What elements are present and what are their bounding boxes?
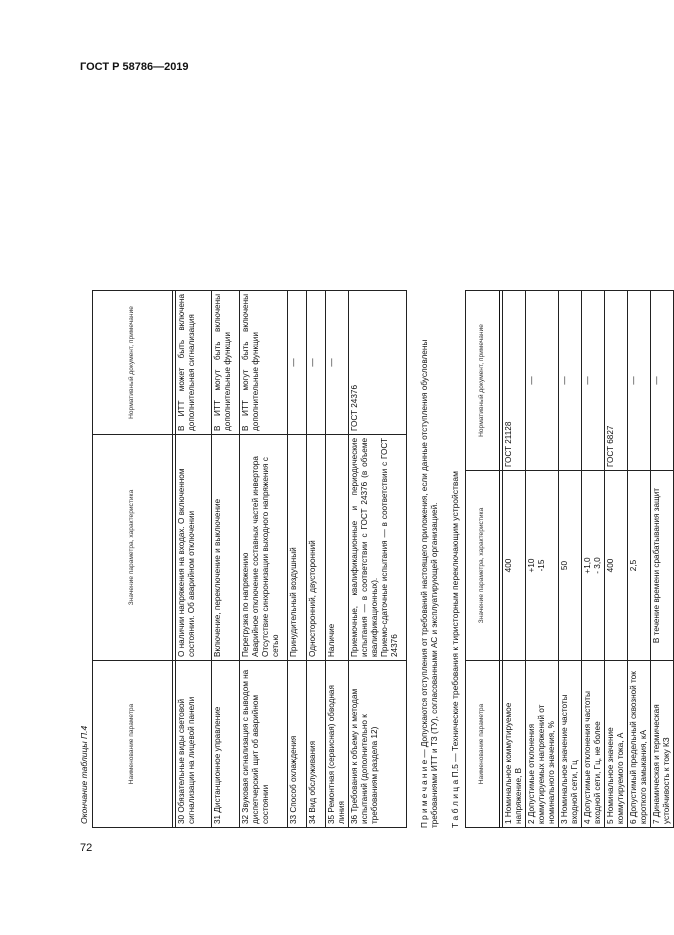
table-row	[628, 291, 651, 828]
table-row	[307, 291, 326, 828]
row-note: ГОСТ 21128	[503, 291, 526, 471]
table-4-footnote: П р и м е ч а н и е — Допускаются отступления от требований настоящего приложения, если данные отступления обусловлены требованиями ИТТ и ТЗ (ТУ), согласованными АС и эксплуатирующей организацией.	[420, 339, 439, 828]
table-4-col-value: Значение параметра, характеристика	[93, 435, 173, 661]
row-value: 400	[503, 471, 526, 661]
row-note: В ИТТ может быть включена дополнительная сигнализация	[176, 291, 212, 435]
table-row	[559, 291, 582, 828]
table-4	[92, 290, 407, 828]
row-note: —	[307, 291, 326, 435]
row-name: 2 Допустимые отклонения коммутируемых напряжений от номинального значения, %	[526, 661, 559, 828]
row-value: Односторонний, двусторонний	[307, 435, 326, 661]
row-name: 5 Номинальное значение коммутируемого тока, А	[605, 661, 628, 828]
table-row	[605, 291, 628, 828]
rotated-page-content	[75, 288, 671, 828]
row-value: Наличие	[326, 435, 349, 661]
table-4-caption: Окончание таблицы П.4	[79, 725, 89, 824]
row-name: 1 Номинальное коммутируемое напряжение, В	[503, 661, 526, 828]
row-value: В течение времени срабатывания защит	[651, 471, 674, 661]
row-value: Перегрузка по напряжению Аварийное отключение составных частей инвертора Отсутствие синхронизации выходного напряжения с сетью	[240, 435, 288, 661]
table-row	[651, 291, 674, 828]
row-name: 32 Звуковая сигнализация с выводом на диспетчерский щит об аварийном состоянии	[240, 661, 288, 828]
row-note: —	[628, 291, 651, 471]
row-note: ГОСТ 6827	[605, 291, 628, 471]
row-name: 3 Номинальное значение частоты входной сети, Гц	[559, 661, 582, 828]
row-value: Включение, переключение и выключение	[212, 435, 240, 661]
table-row	[349, 291, 407, 828]
table-row	[582, 291, 605, 828]
table-row	[176, 291, 212, 828]
row-name: 30 Обязательные виды световой сигнализации на лицевой панели	[176, 661, 212, 828]
row-name: 35 Ремонтная (сервисная) обводная линия	[326, 661, 349, 828]
table-row	[288, 291, 307, 828]
row-note: ГОСТ 24376	[349, 291, 407, 435]
row-name: 36 Требования к объему и методам испытаний (дополнительно к требованиям раздела 12)	[349, 661, 407, 828]
row-note: —	[651, 291, 674, 471]
page-number: 72	[80, 842, 93, 854]
row-value: +10 -15	[526, 471, 559, 661]
table-row	[212, 291, 240, 828]
row-value: 50	[559, 471, 582, 661]
table-row	[503, 291, 526, 828]
table-5-col-value: Значение параметра, характеристика	[466, 471, 500, 661]
row-note: В ИТТ могут быть включены дополнительные функции	[240, 291, 288, 435]
row-note: —	[288, 291, 307, 435]
row-value: 400	[605, 471, 628, 661]
row-note: —	[526, 291, 559, 471]
table-5-rows	[499, 290, 674, 828]
table-row	[326, 291, 349, 828]
table-row	[526, 291, 559, 828]
row-name: 7 Динамическая и термическая устойчивость к току КЗ	[651, 661, 674, 828]
row-value: Приемочные, квалификационные и периодические испытания — в соответствии с ГОСТ 24376 (в объеме квалификационных). Приемо-сдаточные испытания — в соответствии с ГОСТ 24376	[349, 435, 407, 661]
table-4-header-row	[93, 291, 173, 828]
table-5-col-name: Наименование параметра	[466, 661, 500, 828]
table-5-header-row	[466, 291, 500, 828]
row-name: 6 Допустимый предельный сквозной ток короткого замыкания, кА	[628, 661, 651, 828]
row-note: В ИТТ могут быть включены дополнительные функции	[212, 291, 240, 435]
row-value: +1,0 - 3,0	[582, 471, 605, 661]
table-5-grid	[465, 290, 500, 828]
row-note: —	[559, 291, 582, 471]
table-4-col-note: Нормативный документ, примечание	[93, 291, 173, 435]
row-name: 4 Допустимые отклонения частоты входной сети, Гц, не более	[582, 661, 605, 828]
row-note: —	[582, 291, 605, 471]
row-name: 33 Способ охлаждения	[288, 661, 307, 828]
document-header: ГОСТ Р 58786—2019	[80, 61, 189, 73]
table-5-col-note: Нормативный документ, примечание	[466, 291, 500, 471]
table-row	[240, 291, 288, 828]
row-name: 34 Вид обслуживания	[307, 661, 326, 828]
row-value: О наличии напряжения на входах. О включенном состоянии. Об аварийном отключении	[176, 435, 212, 661]
row-value: Принудительный воздушный	[288, 435, 307, 661]
table-5-caption: Т а б л и ц а П.5 — Технические требования к тиристорным переключающим устройствам	[450, 471, 460, 828]
row-value: 2,5	[628, 471, 651, 661]
row-note: —	[326, 291, 349, 435]
table-4-col-name: Наименование параметра	[93, 661, 173, 828]
row-name: 31 Дистанционное управление	[212, 661, 240, 828]
